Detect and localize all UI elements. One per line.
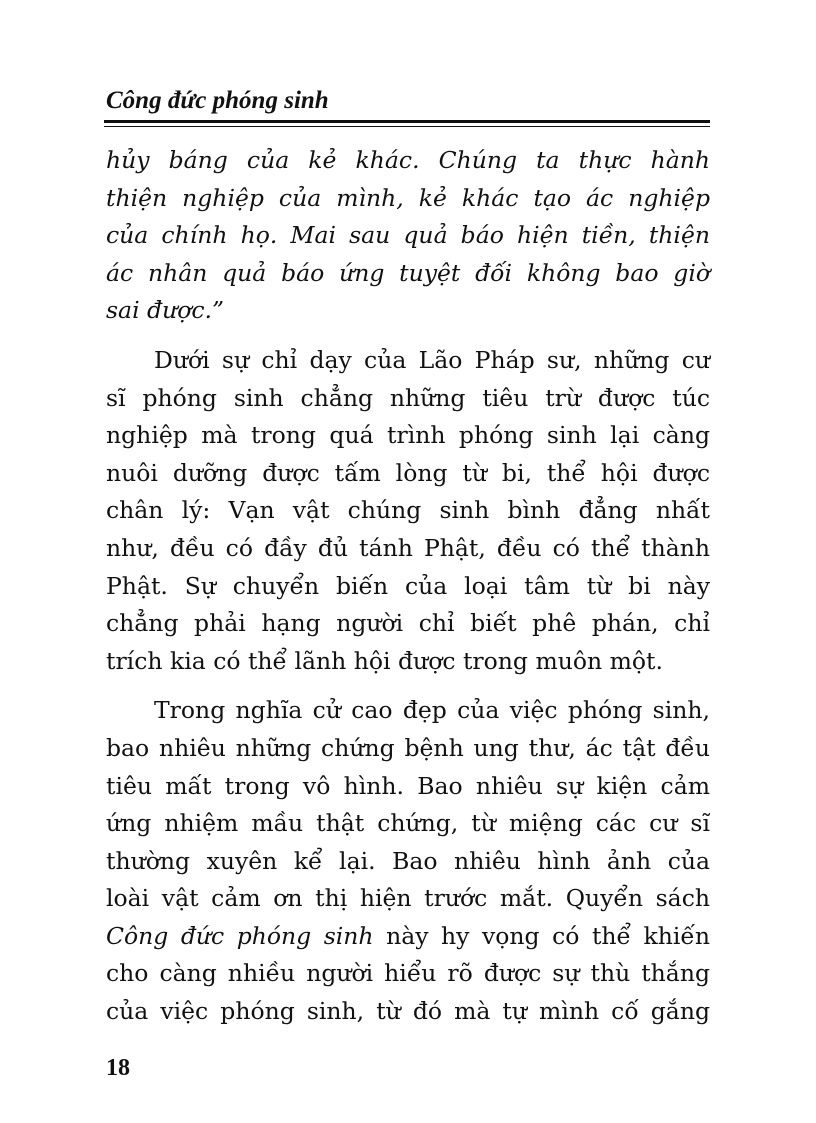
page-number: 18 [106, 1055, 130, 1081]
text-line: bao nhiêu những chứng bệnh ung thư, ác tật đều [106, 733, 710, 762]
text-line: Trong nghĩa cử cao đẹp của việc phóng sinh, [154, 696, 710, 725]
book-title: Công đức phóng sinh [106, 921, 374, 950]
text-line: thiện nghiệp của mình, kẻ khác tạo ác nghiệp [106, 183, 710, 212]
text-line: chẳng phải hạng người chỉ biết phê phán, chỉ [106, 609, 710, 638]
text-line: ứng nhiệm mầu thật chứng, từ miệng các cư sĩ [106, 809, 710, 838]
text-line: cho càng nhiều người hiểu rõ được sự thù thắng [106, 959, 710, 988]
text-line: nghiệp mà trong quá trình phóng sinh lại càng [106, 421, 710, 450]
text-fragment: này hy vọng có thể khiến [373, 921, 710, 950]
text-line: của chính họ. Mai sau quả báo hiện tiền, thiện [106, 221, 710, 250]
text-line: thường xuyên kể lại. Bao nhiêu hình ảnh của [106, 846, 710, 875]
text-line [106, 918, 710, 956]
text-line: sĩ phóng sinh chẳng những tiêu trừ được túc [106, 383, 710, 412]
header-rule-thin [104, 126, 710, 127]
running-title: Công đức phóng sinh [106, 87, 329, 114]
text-line: ác nhân quả báo ứng tuyệt đối không bao giờ [106, 258, 710, 287]
text-line: nuôi dưỡng được tấm lòng từ bi, thể hội được [106, 458, 710, 487]
header-rule-thick [104, 120, 710, 123]
text-line: như, đều có đầy đủ tánh Phật, đều có thể thành [106, 533, 710, 562]
text-line: tiêu mất trong vô hình. Bao nhiêu sự kiện cảm [106, 771, 710, 800]
paragraph-gap [106, 330, 710, 342]
paragraph-gap [106, 680, 710, 692]
text-line: sai được.” [106, 296, 225, 325]
text-line: của việc phóng sinh, từ đó mà tự mình cố gắng [106, 997, 710, 1026]
text-line: Dưới sự chỉ dạy của Lão Pháp sư, những cư [154, 345, 710, 374]
text-line: trích kia có thể lãnh hội được trong muôn một. [106, 646, 663, 675]
text-line: Phật. Sự chuyển biến của loại tâm từ bi này [106, 571, 710, 600]
text-line: loài vật cảm ơn thị hiện trước mắt. Quyển sách [106, 884, 710, 913]
text-line: chân lý: Vạn vật chúng sinh bình đẳng nhất [106, 496, 710, 525]
body-text [106, 142, 710, 1031]
text-line: hủy báng của kẻ khác. Chúng ta thực hành [106, 146, 710, 174]
